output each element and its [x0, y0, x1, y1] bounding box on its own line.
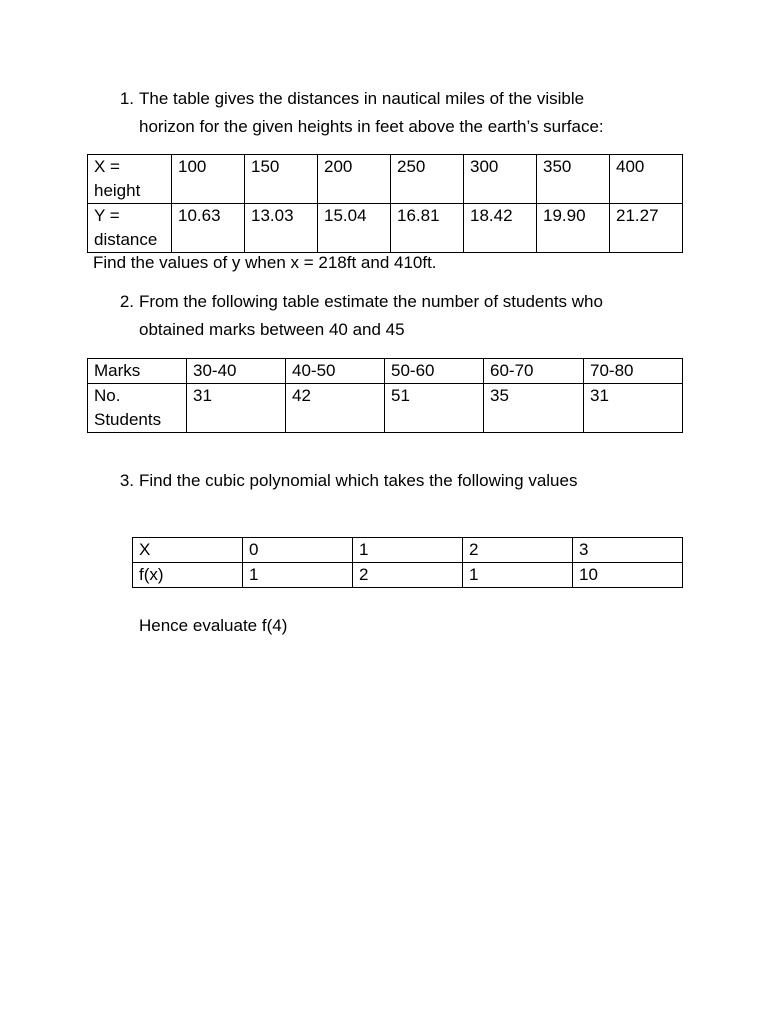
- polynomial-values-table: [132, 537, 683, 588]
- marks-students-table: [87, 358, 683, 433]
- table-row: [88, 359, 683, 384]
- follow-up-text: Find the values of y when x = 218ft and 410ft.: [93, 253, 437, 272]
- question-text-line: horizon for the given heights in feet above the earth’s surface:: [139, 117, 604, 136]
- question-text-line: The table gives the distances in nautical miles of the visible: [139, 89, 585, 108]
- row-header: X: [133, 538, 243, 563]
- table-cell: 1: [463, 563, 573, 588]
- table-cell: 1: [353, 538, 463, 563]
- table-cell: 18.42: [464, 204, 537, 253]
- table-cell: 21.27: [610, 204, 683, 253]
- table-cell: 10: [573, 563, 683, 588]
- table-cell: 19.90: [537, 204, 610, 253]
- table-cell: 2: [353, 563, 463, 588]
- row-header: X = height: [88, 155, 172, 204]
- row-header: No. Students: [88, 384, 187, 433]
- table-cell: 400: [610, 155, 683, 204]
- row-header: f(x): [133, 563, 243, 588]
- table-cell: 250: [391, 155, 464, 204]
- question-number: 1.: [119, 89, 134, 108]
- table-cell: 300: [464, 155, 537, 204]
- row-header: Marks: [88, 359, 187, 384]
- question-number: 3.: [119, 471, 134, 490]
- table-cell: 35: [484, 384, 584, 433]
- table-row: [88, 384, 683, 433]
- table-cell: 30-40: [187, 359, 286, 384]
- table-cell: 0: [243, 538, 353, 563]
- question-text-line: Find the cubic polynomial which takes the following values: [139, 471, 578, 490]
- table-cell: 60-70: [484, 359, 584, 384]
- table-cell: 200: [318, 155, 391, 204]
- table-row: [88, 204, 683, 253]
- table-cell: 13.03: [245, 204, 318, 253]
- table-cell: 31: [187, 384, 286, 433]
- table-cell: 100: [172, 155, 245, 204]
- table-cell: 350: [537, 155, 610, 204]
- table-row: [133, 563, 683, 588]
- table-cell: 15.04: [318, 204, 391, 253]
- table-cell: 150: [245, 155, 318, 204]
- table-cell: 16.81: [391, 204, 464, 253]
- table-cell: 3: [573, 538, 683, 563]
- table-cell: 50-60: [385, 359, 484, 384]
- table-cell: 1: [243, 563, 353, 588]
- follow-up-text: Hence evaluate f(4): [139, 616, 288, 635]
- table-cell: 10.63: [172, 204, 245, 253]
- table-cell: 40-50: [286, 359, 385, 384]
- table-row: [133, 538, 683, 563]
- table-cell: 51: [385, 384, 484, 433]
- question-number: 2.: [119, 292, 134, 311]
- table-row: [88, 155, 683, 204]
- table-cell: 31: [584, 384, 683, 433]
- question-text-line: obtained marks between 40 and 45: [139, 320, 405, 339]
- table-cell: 70-80: [584, 359, 683, 384]
- table-cell: 42: [286, 384, 385, 433]
- question-text-line: From the following table estimate the number of students who: [139, 292, 603, 311]
- table-cell: 2: [463, 538, 573, 563]
- row-header: Y = distance: [88, 204, 172, 253]
- height-distance-table: [87, 154, 683, 253]
